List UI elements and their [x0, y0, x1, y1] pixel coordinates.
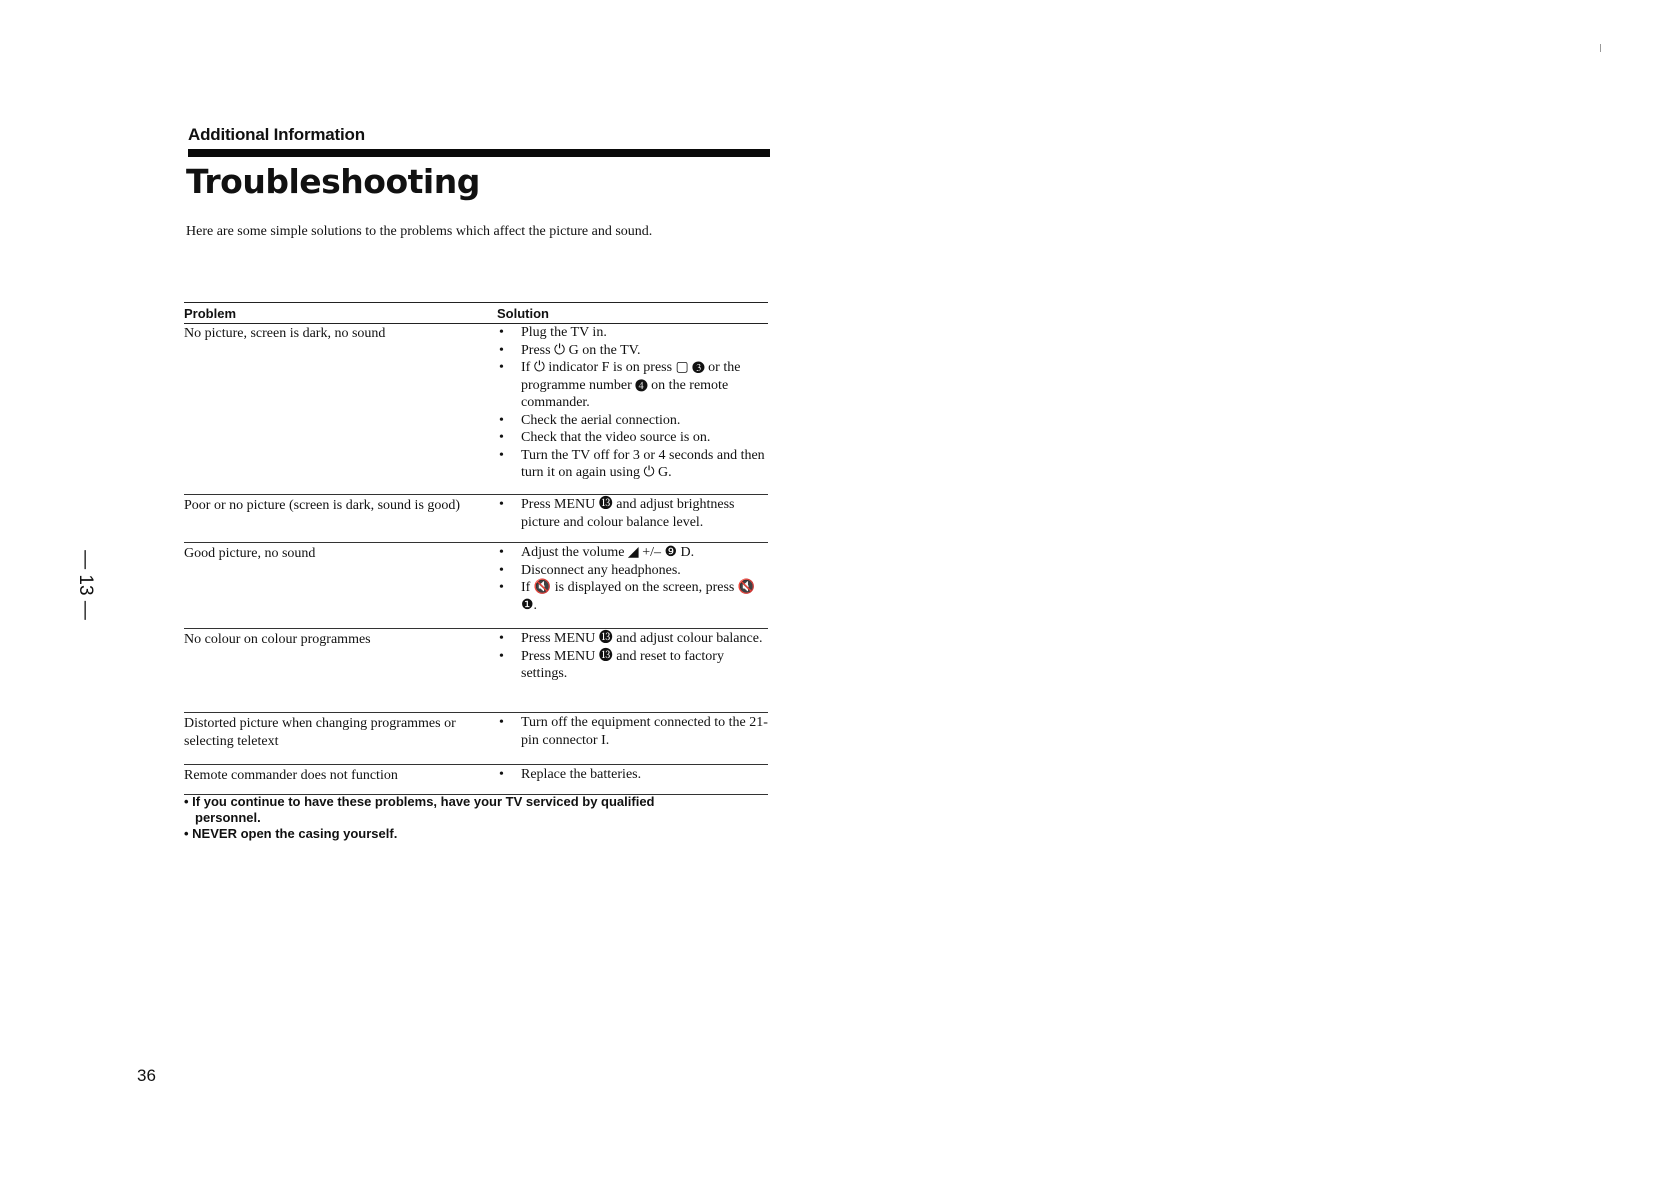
table-header: [184, 303, 768, 324]
problem-cell: No colour on colour programmes: [184, 632, 371, 647]
scan-mark: [1600, 44, 1601, 52]
section-label: Additional Information: [188, 125, 365, 144]
solution-cell: [497, 714, 768, 764]
problem-cell: Good picture, no sound: [184, 546, 316, 561]
table-row: [184, 495, 768, 543]
solution-item: • Press ⏻ G on the TV.: [497, 342, 768, 360]
solution-cell: [497, 496, 768, 542]
heavy-rule: [188, 149, 770, 157]
intro-text: Here are some simple solutions to the problems which affect the picture and sound.: [186, 224, 653, 239]
solution-item: • Press MENU ⓭ and adjust brightness picture and colour balance level.: [497, 496, 768, 531]
solution-item: • Turn off the equipment connected to the 21-pin connector I.: [497, 714, 768, 749]
solution-item: • If ⏻ indicator F is on press ▢ ❸ or the programme number ❹ on the remote commander.: [497, 359, 768, 412]
solution-item: • Check the aerial connection.: [497, 412, 768, 430]
page-title: Troubleshooting: [186, 162, 480, 201]
table-row: [184, 765, 768, 795]
solution-cell: [497, 324, 768, 494]
table-row: [184, 543, 768, 629]
problem-cell: No picture, screen is dark, no sound: [184, 326, 386, 341]
troubleshooting-table: [184, 302, 768, 795]
side-page-number: — 13 —: [74, 550, 96, 620]
warning-notes: [184, 794, 695, 842]
solution-item: • Adjust the volume ◢ +/– ❾ D.: [497, 544, 768, 562]
solution-item: • Press MENU ⓭ and reset to factory settings.: [497, 648, 768, 683]
solution-item: • Check that the video source is on.: [497, 429, 768, 447]
solution-item: • Turn the TV off for 3 or 4 seconds and then turn it on again using ⏻ G.: [497, 447, 768, 482]
problem-cell: Remote commander does not function: [184, 768, 398, 783]
header-solution: Solution: [497, 305, 549, 321]
solution-cell: [497, 630, 768, 712]
solution-item: • Replace the batteries.: [497, 766, 768, 784]
solution-cell: [497, 544, 768, 628]
solution-item: • Press MENU ⓭ and adjust colour balance.: [497, 630, 768, 648]
page-number: 36: [137, 1066, 156, 1085]
problem-cell: Poor or no picture (screen is dark, sound is good): [184, 498, 461, 513]
table-row: [184, 324, 768, 495]
table-row: [184, 629, 768, 713]
note-item: • If you continue to have these problems, have your TV serviced by qualified personnel.: [184, 794, 655, 825]
problem-cell: Distorted picture when changing programmes or selecting teletext: [184, 716, 456, 749]
header-problem: Problem: [184, 305, 237, 321]
solution-cell: [497, 766, 768, 794]
table-row: [184, 713, 768, 765]
solution-item: • Disconnect any headphones.: [497, 562, 768, 580]
note-item: • NEVER open the casing yourself.: [184, 826, 398, 841]
solution-item: • Plug the TV in.: [497, 324, 768, 342]
solution-item: • If 🔇 is displayed on the screen, press 🔇 ❶.: [497, 579, 768, 614]
